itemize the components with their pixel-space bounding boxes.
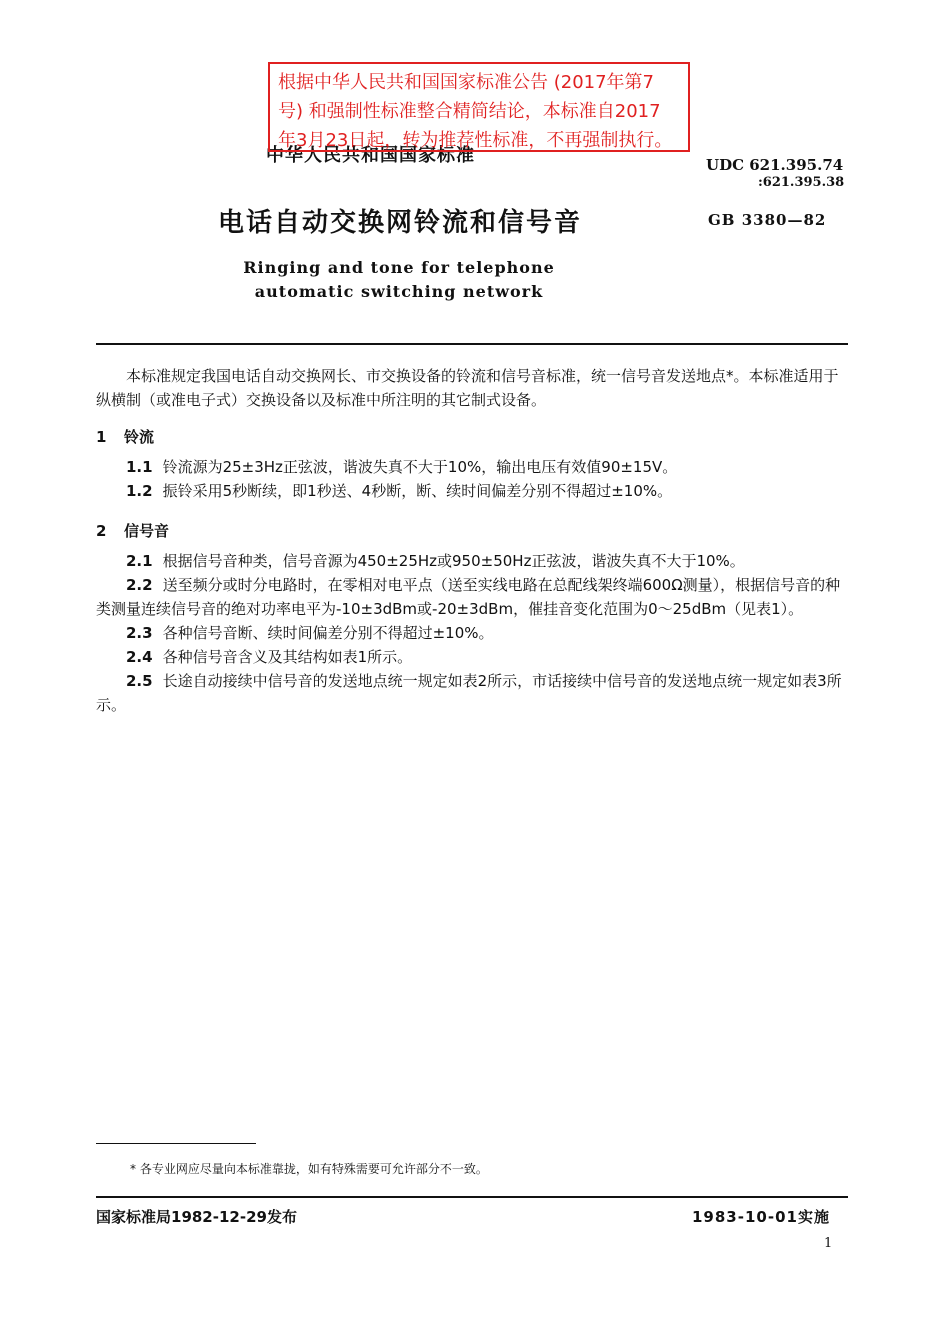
section-title: 铃流: [124, 428, 155, 446]
issued-date: 国家标准局1982-12-29发布: [96, 1208, 297, 1226]
title-en-line-2: automatic switching network: [254, 282, 544, 301]
notice-stamp: [268, 62, 690, 152]
header-divider: [96, 343, 848, 345]
clause-number: 2.4: [126, 648, 153, 666]
section-heading-2: [96, 519, 848, 543]
section-heading-1: [96, 425, 848, 449]
document-title-zh: 电话自动交换网铃流和信号音: [218, 208, 583, 238]
clause-2-1: [96, 549, 848, 573]
notice-line: 年3月23日起，转为推荐性标准，不再强制执行。: [278, 130, 673, 151]
clause-text: 根据信号音种类，信号音源为450±25Hz或950±50Hz正弦波，谐波失真不大于10%。: [162, 552, 745, 570]
clause-text: 送至频分或时分电路时，在零相对电平点（送至实线电路在总配线架终端600Ω测量），根据信号音的种类测量连续信号音的绝对功率电平为-10±3dBm或-20±3dBm，催挂音变化范围为0～25dBm（见表1）。: [96, 576, 841, 618]
country-standard-label: 中华人民共和国国家标准: [266, 145, 475, 166]
section-title: 信号音: [124, 522, 170, 540]
page-number: 1: [824, 1236, 833, 1251]
clause-text: 铃流源为25±3Hz正弦波，谐波失真不大于10%，输出电压有效值90±15V。: [162, 458, 678, 476]
gb-number: GB 3380—82: [708, 211, 827, 229]
udc-line-1: UDC 621.395.74: [706, 156, 844, 174]
clause-text: 各种信号音含义及其结构如表1所示。: [162, 648, 413, 666]
notice-line: 号) 和强制性标准整合精简结论，本标准自2017: [278, 101, 661, 122]
clause-text: 长途自动接续中信号音的发送地点统一规定如表2所示，市话接续中信号音的发送地点统一规定如表3所示。: [96, 672, 842, 714]
clause-number: 1.1: [126, 458, 153, 476]
footnote: * 各专业网应尽量向本标准靠拢，如有特殊需要可允许部分不一致。: [130, 1162, 488, 1176]
clause-2-3: [96, 621, 848, 645]
clause-1-1: [96, 455, 848, 479]
footnote-divider: [96, 1143, 256, 1144]
clause-number: 2.1: [126, 552, 153, 570]
footer-divider: [96, 1196, 848, 1198]
clause-number: 2.2: [126, 576, 153, 594]
clause-2-2: [96, 573, 848, 621]
title-en-line-1: Ringing and tone for telephone: [243, 258, 555, 277]
clause-2-4: [96, 645, 848, 669]
clause-text: 各种信号音断、续时间偏差分别不得超过±10%。: [162, 624, 494, 642]
notice-line: 根据中华人民共和国国家标准公告 (2017年第7: [278, 72, 655, 93]
clause-2-5: [96, 669, 848, 717]
document-title-en: [200, 256, 598, 304]
clause-number: 1.2: [126, 482, 153, 500]
clause-number: 2.5: [126, 672, 153, 690]
clause-text: 振铃采用5秒断续，即1秒送、4秒断，断、续时间偏差分别不得超过±10%。: [162, 482, 673, 500]
section-number: 2: [96, 522, 107, 540]
clause-number: 2.3: [126, 624, 153, 642]
effective-date: 1983-10-01实施: [692, 1208, 830, 1226]
section-number: 1: [96, 428, 107, 446]
intro-paragraph: 本标准规定我国电话自动交换网长、市交换设备的铃流和信号音标准，统一信号音发送地点*。本标准适用于纵横制（或准电子式）交换设备以及标准中所注明的其它制式设备。: [96, 367, 839, 409]
udc-line-2: :621.395.38: [758, 175, 845, 190]
document-body: [96, 364, 848, 717]
udc-code: [706, 156, 844, 192]
clause-1-2: [96, 479, 848, 503]
